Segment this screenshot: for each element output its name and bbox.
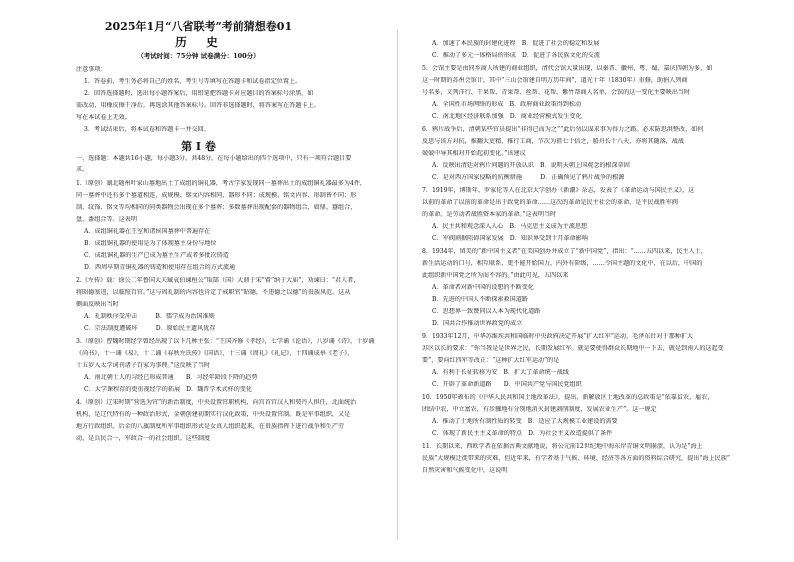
column-divider [397,30,398,540]
answer-option: A．反映出清廷对鸦片问题的开放认识 B．说明天朝上国观念的根深蒂固 [432,162,630,169]
answer-option: C．是对西方国家侵略的抗衡措施 D．正确预见了鸦片战争的根源 [432,174,625,181]
question-line: 9．1933年12月，中华苏维埃共和国临时中央政府决定开展“扩大红军”运动，毛泽东针对于那种扩大 [422,333,694,340]
answer-option: C．开辟了革命新道路 D．中国共产党与国民党组织 [432,381,582,388]
volume-title: 第 I 卷 [181,140,216,153]
question-line: 5．会馆主要是由同乡商人所建的商业组织，清代会馆大量出现，以秦晋、徽州、粤、蜀、嘉庆四朝为多，如 [422,65,713,72]
answer-option: A．推动了土地所有制性质的转变 B．适应了大规模工业建设的需要 [432,418,618,425]
answer-option: B．先进的中国人不断探索救国道路 [432,296,528,303]
note-item: 需改动，用橡皮擦干净后，再选涂其他答案标号。回答非选择题时，将答案写在答题卡上。 [76,102,320,109]
question-line: 制、纹饰、铭文等均相同的同类器物会出现在多个墓葬；多数墓葬出现配套的器物组合，如鼎、簋组合， [76,204,357,211]
question-line: 号名多，又列洋行、干果帮、青果帮、丝帮、花帮、紫竹帮商人名单，会馆的这一变化主要映出当时 [422,89,691,96]
question-line: 将昭德塞违，以临照百官。”这与周礼制的内容也肯定了戒职官“昭德，不违德之以德”的贵族风范。这从 [76,289,351,296]
answer-option: C．体现了新民主主义革命的特点 D．为社会主义改造提供了条件 [432,430,613,437]
answer-option: A．成组铜礼器在王室和诸侯国墓葬中普遍存在 [84,228,211,235]
subject-title: 历 史 [175,35,222,49]
answer-option: C．宗法制度遭破坏 D．原始民主遗风犹存 [84,325,216,332]
question-line: 要”，要向红四军等改正：“这种扩大红军运动”的是 [422,357,560,364]
answer-option: C．推动了多元一体格局的形成 D．促进了各民族文化的交流 [432,52,600,59]
exam-title: 2025年1月“八省联考”考前猜想卷01 [104,20,293,33]
question-line: 苏区以长的要求：“你当我是是世界之民，长期发展红军。就是要使得群众长期地中一下去，就是到南人的这起变 [422,345,724,352]
note-item: 2．回答选择题时，选出每小题答案后，用铅笔把答题卡对应题目的答案标号涂黑。如 [84,90,314,97]
answer-option: C．大学课程存的更重视经学的拓展 D．魏晋学术式样的变化 [84,386,252,393]
answer-option: A．革命者对新中国的设想的不断变化 [432,284,534,291]
note-item: 3．考试结束后，将本试卷和答题卡一并交回。 [84,126,210,133]
question-line: 民族”大规模迁徙带来的灾难，但近年来，有学者基于气候、环境、经济等各方面的资料综合研究，提出“海上民族” [422,455,730,462]
question-line: 机构，是辽代特有的一种政治形式，金朝创建初期实行汉化政策，中央设置官制。既是军事组织，又是 [76,411,351,418]
answer-option: B．成组铜礼器的使用是为了体现墓主身份与地位 [84,240,217,247]
question-line: 8．1934年，留美的“新中国主义者”在美国创办并成立了“新中国党”，指出：“……五四以来，民主人士， [422,248,707,255]
question-line: 1.（原创）湖北随州叶家山墓地出土了成组的铜礼器，考古学家发现同一墓葬出土的成组铜礼器最多为4件， [76,180,367,187]
notes-title: 注意事项： [76,66,107,73]
answer-option: A．全国性市场网络的形成 B．政府商业政策得到松动 [432,101,582,108]
section-intro: 一、选择题：本题共16小题，每小题3分，共48分。在每小题给出的四个选项中，只有一项符合题目要 [76,155,352,162]
answer-option: C．成组铜礼器的生产已成为墓主生产或者多批次铸造 [84,252,229,259]
question-line: 的革命。是劳动者战胜资本家的革命。”这表明当时 [422,211,557,218]
answer-option: A．礼制秩序受冲击 B．儒学成为治国准则 [84,313,215,320]
question-line: 反思与该方对抗，推翻大吏精，推行工商，节次为祖七十倍之，船舟长十八天，亦将其随落，战战 [422,138,685,145]
answer-option: C．思想界一致赞同以人本为现代化道路 [432,308,541,315]
question-line: 11．长期以来，西欧学者在依据古典文献地说，将公元前12世纪地中海东岸青铜文明崩溃，认为是“海上 [422,443,703,450]
question-line: 兢兢中导其相对开始起初变化。”该建议 [422,150,526,157]
question-line: 动，是兵民合一，军政合一的社会组织。这些制度 [76,435,211,442]
answer-option: A．有利于长征转移为安 B．扩大了革命统一战线 [432,369,569,376]
answer-option: C．军阀割据阻碍国家发展 D．知识界受到十月革命影响 [432,235,588,242]
question-line: 团结中农，中立富农，有步骤地有分别地消灭封建剥削制度，发展农业生产”。这一规定 [422,406,657,413]
question-line: 十五岁入太学词刊诸子百家为事理。”这反映了当时 [76,362,211,369]
answer-option: C．南北地区经济联系加强 D．商业经营模式发生变化 [432,113,582,120]
question-line: 4.（原创）辽宋时期“营选为官”的新治制度，中央设置官职机构，向宫首宫汉人和契丹人担任，北面统治 [76,399,357,406]
question-line: 3.（原创）曹魏时期经学曾经出现了以下几种主张：“王国齐修《孝经》，七学诵《论语》，八岁诵《诗》，十岁诵 [76,338,375,345]
note-item: 1．答卷前，考生务必将自己的姓名、考生号等填写在答题卡和试卷指定位置上。 [84,78,302,85]
answer-option: A．南北朝士人的习经已形成普通 B．习经年龄段下降的趋势 [84,374,258,381]
question-line: 7．1919年，博斯年、罗家伦等人在北京大学创办《新潮》杂志，发表了《革命运动与国民主义》，这 [422,187,695,194]
question-line: 2.《左传》载：徐公二年鲁国大夫臧哀伯谏桓公“取郜（国）大鼎于宋”置“纳于大庙”，劝谏曰：“君人者， [76,277,360,284]
note-item: 写在本试卷上无效。 [76,114,131,121]
question-line: 《尚书》，十一诵《易》，十二诵《春秋左氏传》《国语》，十三诵《周礼》《礼记》，十四诵成皋《老子》， [76,350,354,357]
question-line: 侧面反映出当时 [76,301,119,308]
question-line: 6．鸦片战争后，清朝某些官员提出“非得已而为之”“此后勿以谋求事为得力之路。必求防思洪整改，如何 [422,126,704,133]
question-line: 新生活运动的口号，相互联系，更不能开始国力，内外有阶级，……令国主题的文化中，在以后，中国的 [422,260,703,267]
answer-option: A．民主共和观念深入人心 B．马克思主义成为主流思想 [432,223,588,230]
question-line: 盘、盉组合等。这表明 [76,216,137,223]
question-line: 此组织新中国党之所为而不容的。”由此可见，五四以来 [422,272,569,279]
section-intro: 求。 [76,166,89,173]
question-line: 这一时期的苏州会馆计，其中“三山会馆建自明万历年间”，道光十年（1830年）重修，助捐人列商 [422,77,688,84]
exam-meta: （考试时间：75分钟 试卷满分：100分） [137,52,260,60]
question-line: 同一墓葬中还有多个墓道相连，成规模、铭文内容相同，器形不同；成规模、铭文内容、形制皆不同；形 [76,192,357,199]
answer-option: A．加速了本民族的封建化进程 B．促进了社会的稳定和发展 [432,40,600,47]
answer-option: D．国共合作推动世界政党的成立 [432,320,523,327]
question-line: 自然灾害和气候变化中，这说明 [422,467,508,474]
question-line: 以前的革命了以前的革命是出于政党的革命……这次的革命是民主社会的革命，是平民战胜军阀 [422,199,678,206]
answer-option: D．西周早期青铜礼器的铸造和使用存在组合的方式流通 [84,264,236,271]
question-line: 10．1950年颁布的《中华人民共和国土地改革法》，提出，新解放区土地改革的总政策是“依靠贫农、雇农， [422,394,714,401]
question-line: 地方行政组织。后金的八旗制度所军事组织形式是女真人组织起来，在贵族指挥下进行战争和生产劳 [76,423,345,430]
